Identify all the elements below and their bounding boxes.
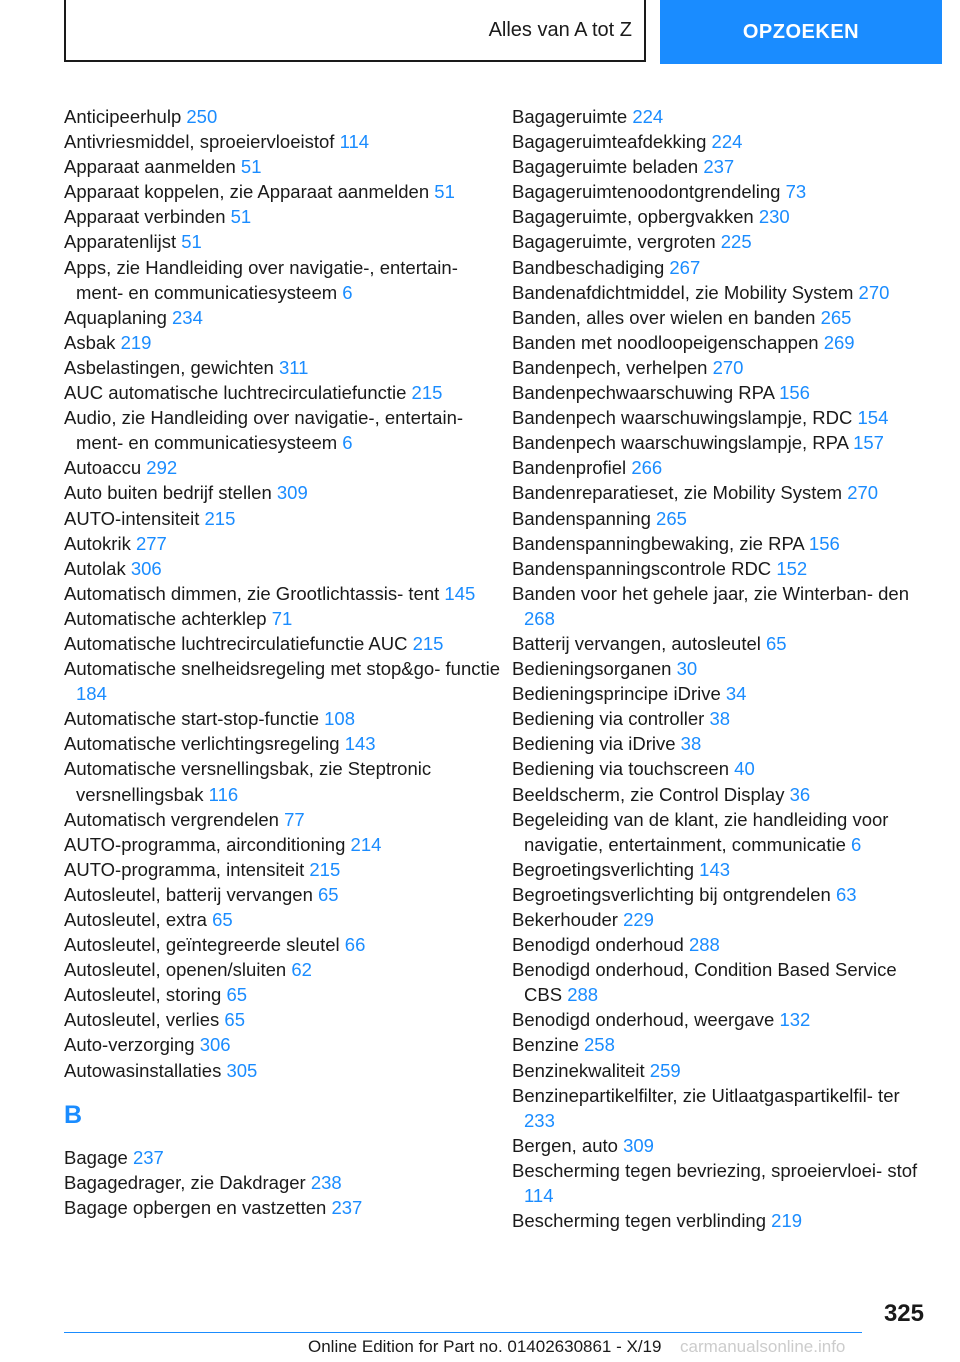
entry-text: Apparaat koppelen, zie Apparaat aanmelden <box>64 181 430 203</box>
entry-text: Bandenpech, verhelpen <box>512 356 708 378</box>
index-entry <box>64 405 504 455</box>
entry-text: Bagage <box>64 1146 128 1168</box>
page-link[interactable]: 51 <box>240 156 262 178</box>
entry-text: Antivriesmiddel, sproeiervloeistof <box>64 131 335 153</box>
index-entry <box>64 631 504 656</box>
page-link[interactable]: 114 <box>339 131 370 153</box>
index-entry <box>512 405 922 430</box>
page-link[interactable]: 270 <box>847 482 879 504</box>
page-link[interactable]: 270 <box>858 281 890 303</box>
entry-text: Bandenspanningbewaking, zie RPA <box>512 532 804 554</box>
index-entry <box>512 706 922 731</box>
search-label: OPZOEKEN <box>742 20 860 43</box>
page-link[interactable]: 36 <box>789 783 811 805</box>
page-link[interactable]: 65 <box>766 632 787 654</box>
entry-text: Autosleutel, storing <box>64 984 222 1006</box>
entry-text: Bedieningsorganen <box>512 658 672 680</box>
page-link[interactable]: 65 <box>212 909 233 930</box>
page-link[interactable]: 215 <box>204 507 236 529</box>
entry-text: Automatische achterklep <box>64 607 267 629</box>
page-link[interactable]: 157 <box>853 432 884 454</box>
footer-watermark: carmanualsonline.info <box>680 1337 846 1356</box>
entry-text: Banden met noodloopeigenschappen <box>512 331 819 353</box>
index-entry <box>64 255 504 305</box>
page-link[interactable]: 51 <box>434 181 455 203</box>
page-link[interactable]: 224 <box>711 131 743 153</box>
index-entry <box>64 204 504 229</box>
entry-text: Banden, alles over wielen en banden <box>512 306 816 328</box>
entry-text: Begeleiding van de klant, zie handleiding voor navigatie, entertainment, communicatie <box>512 808 889 855</box>
entry-text: Bandenpech waarschuwingslampje, RDC <box>512 407 853 429</box>
index-column-right <box>512 104 922 1233</box>
index-entry <box>512 129 922 154</box>
entry-text: Bandenpechwaarschuwing RPA <box>512 382 774 404</box>
index-entry <box>64 756 504 806</box>
entry-text: Begroetingsverlichting <box>512 858 695 880</box>
page-link[interactable]: 154 <box>857 407 889 429</box>
page-link[interactable]: 38 <box>680 733 702 755</box>
page-link[interactable]: 63 <box>835 883 857 905</box>
index-entry <box>512 430 922 455</box>
index-entry <box>64 957 504 982</box>
page-link[interactable]: 6 <box>342 432 353 454</box>
page-link[interactable]: 215 <box>309 858 341 880</box>
entry-text: Bagageruimte beladen <box>512 156 699 178</box>
entry-text: Bagageruimte, vergroten <box>512 231 716 253</box>
page-link[interactable]: 152 <box>776 557 808 579</box>
page-link[interactable]: 229 <box>623 909 654 930</box>
entry-text: Bescherming tegen bevriezing, sproeiervloei‐ stof <box>512 1159 918 1181</box>
entry-text: Apparaat verbinden <box>64 206 226 228</box>
index-entry <box>512 681 922 706</box>
entry-text: Bandenprofiel <box>512 457 627 479</box>
index-entry <box>512 907 922 932</box>
index-entry <box>64 104 504 129</box>
page-link[interactable]: 65 <box>226 984 248 1006</box>
page-link[interactable]: 233 <box>524 1109 555 1131</box>
page-link[interactable]: 143 <box>344 733 376 755</box>
index-entry <box>512 204 922 229</box>
entry-text: Autosleutel, extra <box>64 909 207 930</box>
index-entry <box>512 255 922 280</box>
page-link[interactable]: 237 <box>331 1196 363 1218</box>
page-link[interactable]: 38 <box>709 708 731 730</box>
entry-text: AUTO-programma, airconditioning <box>64 833 346 855</box>
index-entry <box>512 857 922 882</box>
entry-text: AUC automatische luchtrecirculatiefunctie <box>64 382 407 404</box>
page-link[interactable]: 270 <box>712 356 744 378</box>
index-entry <box>512 556 922 581</box>
entry-text: Benzine <box>512 1034 579 1056</box>
page-link[interactable]: 309 <box>276 482 308 504</box>
index-entry <box>64 1032 504 1057</box>
page-link[interactable]: 65 <box>224 1009 245 1031</box>
entry-text: AUTO-intensiteit <box>64 507 200 529</box>
index-entry <box>64 907 504 932</box>
page-link[interactable]: 214 <box>350 833 382 855</box>
entry-text: Bergen, auto <box>512 1134 618 1156</box>
entry-text: Apparatenlijst <box>64 231 177 253</box>
entry-text: Benodigd onderhoud, weergave <box>512 1009 775 1031</box>
entry-text: Automatische snelheidsregeling met stop&go- functie <box>64 658 501 680</box>
entry-text: Autosleutel, geïntegreerde sleutel <box>64 934 340 956</box>
page-link[interactable]: 71 <box>271 607 293 629</box>
page-link[interactable]: 269 <box>823 331 855 353</box>
index-entry <box>512 1007 922 1032</box>
entry-text: Bandbeschadiging <box>512 256 665 278</box>
page-header <box>64 0 942 64</box>
entry-text: Bedieningsprincipe iDrive <box>512 683 721 705</box>
footer-edition: Online Edition for Part no. 01402630861 - X/19 <box>308 1337 662 1356</box>
entry-text: Apparaat aanmelden <box>64 156 236 178</box>
index-entry <box>64 731 504 756</box>
index-entry <box>512 1032 922 1057</box>
index-entry <box>512 957 922 1007</box>
entry-text: Bescherming tegen verblinding <box>512 1210 767 1232</box>
entry-text: Auto buiten bedrijf stellen <box>64 482 272 504</box>
page-link[interactable]: 268 <box>524 607 555 629</box>
page-link[interactable]: 288 <box>688 934 720 956</box>
index-entry <box>512 932 922 957</box>
index-entry <box>512 1208 922 1233</box>
index-list-b-continued <box>512 104 922 1233</box>
index-entry <box>64 129 504 154</box>
page-link[interactable]: 250 <box>186 106 218 127</box>
entry-text: Automatische luchtrecirculatiefunctie AUC <box>64 632 408 654</box>
entry-text: Bandenspanning <box>512 507 651 529</box>
index-entry <box>64 330 504 355</box>
index-entry <box>512 531 922 556</box>
page-link[interactable]: 230 <box>758 206 790 228</box>
page-link[interactable]: 237 <box>132 1146 164 1168</box>
page-link[interactable]: 65 <box>318 883 339 905</box>
search-button[interactable] <box>660 0 942 64</box>
index-entry <box>512 480 922 505</box>
index-entry <box>64 932 504 957</box>
entry-text: Begroetingsverlichting bij ontgrendelen <box>512 883 831 905</box>
page-link[interactable]: 184 <box>76 683 107 705</box>
entry-text: Benzinekwaliteit <box>512 1059 645 1081</box>
page-link[interactable]: 306 <box>130 557 162 579</box>
page-link[interactable]: 156 <box>779 382 810 404</box>
entry-text: Banden voor het gehele jaar, zie Winterban‐ den <box>512 582 909 604</box>
index-entry <box>64 1145 504 1170</box>
page-link[interactable]: 258 <box>584 1034 615 1056</box>
index-entry <box>512 1133 922 1158</box>
entry-text: Bediening via touchscreen <box>512 758 730 780</box>
page-link[interactable]: 288 <box>567 984 599 1006</box>
index-entry <box>64 982 504 1007</box>
index-entry <box>64 154 504 179</box>
index-entry <box>512 305 922 330</box>
index-entry <box>64 480 504 505</box>
entry-text: Anticipeerhulp <box>64 106 182 127</box>
index-entry <box>512 229 922 254</box>
entry-text: Automatische versnellingsbak, zie Steptronic versnellingsbak <box>64 758 432 805</box>
page-link[interactable]: 156 <box>808 532 840 554</box>
page-link[interactable]: 277 <box>135 532 167 554</box>
entry-text: Bekerhouder <box>512 909 618 930</box>
entry-text: Bandenreparatieset, zie Mobility System <box>512 482 843 504</box>
entry-text: Autokrik <box>64 532 131 554</box>
entry-text: Benodigd onderhoud, Condition Based Service CBS <box>512 959 897 1006</box>
entry-text: Benodigd onderhoud <box>512 934 684 956</box>
page-link[interactable]: 143 <box>699 858 731 880</box>
page-link[interactable]: 306 <box>199 1034 231 1056</box>
index-entry <box>64 531 504 556</box>
index-entry <box>512 807 922 857</box>
page-link[interactable]: 66 <box>344 934 366 956</box>
entry-text: Bagageruimtenoodontgrendeling <box>512 181 781 203</box>
entry-text: Bandenspanningscontrole RDC <box>512 557 772 579</box>
page-link[interactable]: 62 <box>291 959 312 981</box>
index-entry <box>512 631 922 656</box>
entry-text: Bandenafdichtmiddel, zie Mobility System <box>512 281 854 303</box>
page-link[interactable]: 292 <box>146 457 178 479</box>
section-title: Alles van A tot Z <box>488 18 632 41</box>
index-entry <box>64 832 504 857</box>
index-entry <box>64 229 504 254</box>
entry-text: Asbelastingen, gewichten <box>64 356 274 378</box>
entry-text: Bagagedrager, zie Dakdrager <box>64 1171 306 1193</box>
page-link[interactable]: 215 <box>412 632 444 654</box>
index-entry <box>512 506 922 531</box>
entry-text: Autosleutel, verlies <box>64 1009 220 1031</box>
entry-text: Autolak <box>64 557 126 579</box>
index-entry <box>512 455 922 480</box>
index-entry <box>64 706 504 731</box>
page-number: 325 <box>883 1300 924 1327</box>
index-entry <box>512 330 922 355</box>
section-heading-b: B <box>64 1100 83 1129</box>
index-entry <box>64 506 504 531</box>
entry-text: Autosleutel, openen/sluiten <box>64 959 287 981</box>
index-entry <box>512 756 922 781</box>
index-entry <box>64 556 504 581</box>
index-entry <box>64 581 504 606</box>
entry-text: Asbak <box>64 331 116 353</box>
footer-divider <box>64 1332 862 1333</box>
page-link[interactable]: 132 <box>779 1009 811 1031</box>
index-entry <box>512 782 922 807</box>
page-link[interactable]: 311 <box>278 356 309 378</box>
page-link[interactable]: 30 <box>676 658 698 680</box>
page-link[interactable]: 219 <box>771 1210 803 1232</box>
page-link[interactable]: 225 <box>720 231 752 253</box>
entry-text: Autoaccu <box>64 457 142 479</box>
index-entry <box>512 355 922 380</box>
entry-text: Bagageruimte, opbergvakken <box>512 206 754 228</box>
index-list-b <box>64 1145 504 1220</box>
entry-text: AUTO-programma, intensiteit <box>64 858 305 880</box>
index-entry <box>512 731 922 756</box>
page-link[interactable]: 234 <box>172 306 203 328</box>
index-entry <box>64 305 504 330</box>
entry-text: Autosleutel, batterij vervangen <box>64 883 313 905</box>
page-link[interactable]: 73 <box>785 181 807 203</box>
index-entry <box>512 380 922 405</box>
index-entry <box>512 104 922 129</box>
index-entry <box>512 154 922 179</box>
entry-text: Bagageruimteafdekking <box>512 131 707 153</box>
entry-text: Automatisch vergrendelen <box>64 808 279 830</box>
page-link[interactable]: 237 <box>703 156 735 178</box>
page-link[interactable]: 116 <box>208 783 239 805</box>
entry-text: Bandenpech waarschuwingslampje, RPA <box>512 432 848 454</box>
page-link[interactable]: 40 <box>734 758 755 780</box>
entry-text: Automatisch dimmen, zie Grootlichtassis‐ tent <box>64 582 440 604</box>
index-entry <box>64 179 504 204</box>
page-link[interactable]: 259 <box>649 1059 681 1081</box>
entry-text: Apps, zie Handleiding over navigatie-, entertain‐ ment- en communicatiesysteem <box>64 256 458 303</box>
index-entry <box>64 606 504 631</box>
section-tab[interactable] <box>64 0 646 62</box>
page-link[interactable]: 51 <box>230 206 252 228</box>
entry-text: Autowasinstallaties <box>64 1059 222 1081</box>
index-entry <box>64 656 504 706</box>
page-link[interactable]: 219 <box>120 331 152 353</box>
page-link[interactable]: 215 <box>411 382 443 404</box>
index-entry <box>512 1083 922 1133</box>
index-entry <box>64 455 504 480</box>
page-link[interactable]: 305 <box>226 1059 258 1081</box>
index-entry <box>64 807 504 832</box>
entry-text: Automatische verlichtingsregeling <box>64 733 340 755</box>
page-link[interactable]: 77 <box>284 808 305 830</box>
entry-text: Bagage opbergen en vastzetten <box>64 1196 327 1218</box>
index-entry <box>512 1158 922 1208</box>
entry-text: Batterij vervangen, autosleutel <box>512 632 761 654</box>
index-entry <box>64 355 504 380</box>
page-link[interactable]: 265 <box>820 306 852 328</box>
entry-text: Bediening via controller <box>512 708 705 730</box>
entry-text: Beeldscherm, zie Control Display <box>512 783 785 805</box>
entry-text: Aquaplaning <box>64 306 167 328</box>
entry-text: Bediening via iDrive <box>512 733 676 755</box>
page-link[interactable]: 51 <box>181 231 202 253</box>
index-entry <box>64 1058 504 1083</box>
index-entry <box>64 882 504 907</box>
page-link[interactable]: 114 <box>524 1185 554 1207</box>
page-link[interactable]: 108 <box>324 708 356 730</box>
page-link[interactable]: 266 <box>631 457 663 479</box>
entry-text: Audio, zie Handleiding over navigatie-, entertain‐ ment- en communicatiesysteem <box>64 407 464 454</box>
index-entry <box>512 581 922 631</box>
index-entry <box>64 1170 504 1195</box>
entry-text: Bagageruimte <box>512 106 628 127</box>
index-entry <box>64 1195 504 1220</box>
page-link[interactable]: 238 <box>310 1171 342 1193</box>
index-entry <box>64 857 504 882</box>
index-entry <box>512 280 922 305</box>
page-link[interactable]: 6 <box>342 281 353 303</box>
page-link[interactable]: 145 <box>444 582 476 604</box>
index-entry <box>512 656 922 681</box>
page-link[interactable]: 34 <box>725 683 747 705</box>
page-link[interactable]: 265 <box>656 507 687 529</box>
entry-text: Auto-verzorging <box>64 1034 195 1056</box>
index-entry <box>64 1007 504 1032</box>
page-link[interactable]: 224 <box>632 106 664 127</box>
entry-text: Automatische start-stop-functie <box>64 708 319 730</box>
index-list-a <box>64 104 504 1083</box>
index-entry <box>512 882 922 907</box>
entry-text: Benzinepartikelfilter, zie Uitlaatgaspartikelfil‐ ter <box>512 1084 900 1106</box>
page-link[interactable]: 6 <box>851 833 862 855</box>
index-entry <box>512 179 922 204</box>
index-entry <box>512 1058 922 1083</box>
page-link[interactable]: 267 <box>669 256 701 278</box>
page-link[interactable]: 309 <box>623 1134 654 1156</box>
index-column-left <box>64 104 504 1220</box>
index-entry <box>64 380 504 405</box>
